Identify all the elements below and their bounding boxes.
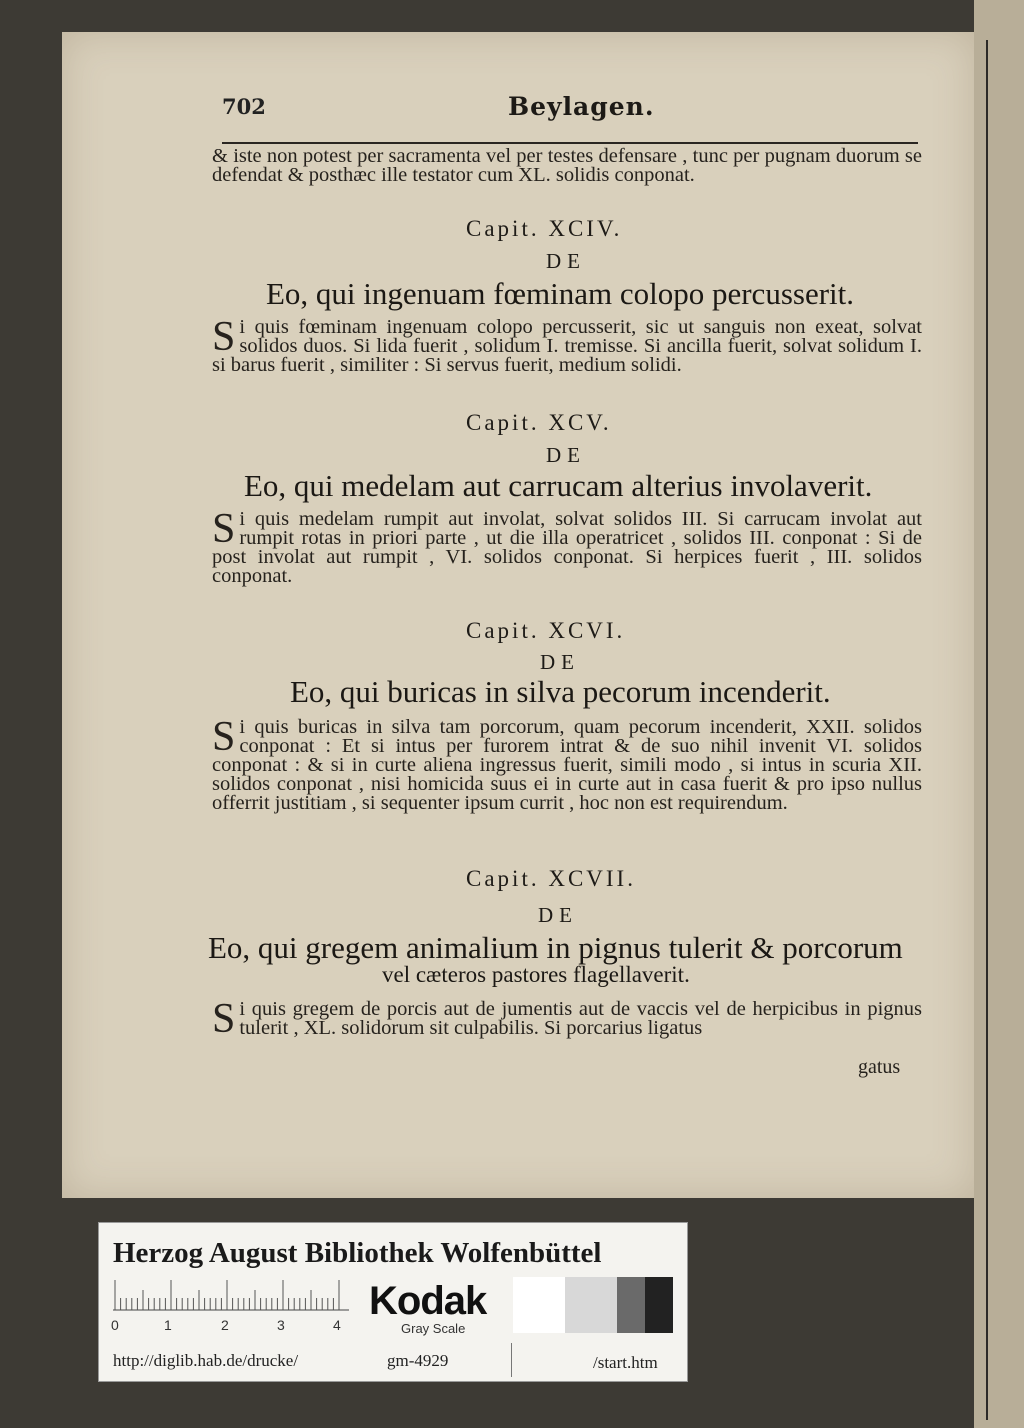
ruler-number: 2 xyxy=(221,1317,229,1333)
ruler-scale xyxy=(113,1279,349,1311)
chapter-paragraph xyxy=(212,714,922,814)
url-suffix: /start.htm xyxy=(593,1353,658,1372)
drop-cap: S xyxy=(212,314,236,360)
ruler-number: 3 xyxy=(277,1317,285,1333)
chapter-title: Eo, qui ingenuam fœminam colopo percusserit. xyxy=(266,276,855,311)
intro-paragraph: & iste non potest per sacramenta vel per testes defensare , tunc per pugnam duorum se defendat & posthæc ille testator cum XL. solidis conponat. xyxy=(212,145,922,186)
drop-cap: S xyxy=(212,506,236,552)
chapter-heading: Capit. XCVI. xyxy=(466,618,626,643)
ruler-number: 1 xyxy=(164,1317,172,1333)
library-color-card xyxy=(98,1222,688,1382)
chapter-heading: Capit. XCVII. xyxy=(466,866,636,891)
paragraph-text: i quis medelam rumpit aut involat, solvat solidos III. Si carrucam involat aut rumpit rotas in priori parte , ut die illa operatricet , solidos III. conponat : Si de post involat aut rumpit , VI. solidos conponat. Si herpices fuerit , III. solidos conponat. xyxy=(212,508,922,587)
url-prefix: http://diglib.hab.de/drucke/ xyxy=(113,1351,299,1370)
chapter-paragraph xyxy=(212,314,922,376)
gray-swatch-dark xyxy=(645,1277,673,1333)
chapter-de: DE xyxy=(546,249,586,273)
page-gutter-line xyxy=(986,40,988,1420)
drop-cap: S xyxy=(212,714,236,760)
page-number: 702 xyxy=(222,94,266,119)
drop-cap: S xyxy=(212,996,236,1042)
chapter-heading: Capit. XCIV. xyxy=(466,216,623,241)
gray-swatch-light xyxy=(565,1277,617,1333)
chapter-heading: Capit. XCV. xyxy=(466,410,612,435)
running-head: Beylagen. xyxy=(508,92,655,121)
gray-swatch-mid xyxy=(617,1277,645,1333)
gray-scale-label: Gray Scale xyxy=(401,1321,466,1336)
chapter-paragraph xyxy=(212,506,922,587)
chapter-de: DE xyxy=(546,443,586,467)
page-header xyxy=(222,92,918,144)
chapter-subtitle: vel cæteros pastores flagellaverit. xyxy=(382,962,690,987)
kodak-logo: Kodak xyxy=(369,1279,487,1323)
chapter-title: Eo, qui gregem animalium in pignus tulerit & porcorum xyxy=(208,930,903,965)
card-divider xyxy=(511,1343,512,1377)
chapter-title: Eo, qui medelam aut carrucam alterius involaverit. xyxy=(244,468,873,503)
ruler-number: 4 xyxy=(333,1317,341,1333)
adjacent-page-edge xyxy=(974,0,1024,1428)
library-name: Herzog August Bibliothek Wolfenbüttel xyxy=(113,1237,602,1269)
chapter-paragraph xyxy=(212,996,922,1042)
chapter-title: Eo, qui buricas in silva pecorum incenderit. xyxy=(290,674,831,709)
paragraph-text: i quis fœminam ingenuam colopo percusserit, sic ut sanguis non exeat, solvat solidos duos. Si lida fuerit , solidum I. tremisse. Si ancilla fuerit, solvat solidum I. si barus fuerit , similiter : Si servus fuerit, medium solidi. xyxy=(212,316,922,376)
catchword: gatus xyxy=(858,1056,901,1078)
chapter-de: DE xyxy=(540,650,580,674)
gray-swatch-white xyxy=(513,1277,565,1333)
chapter-de: DE xyxy=(538,903,578,927)
paragraph-text: i quis gregem de porcis aut de jumentis aut de vaccis vel de herpicibus in pignus tulerit , XL. solidorum sit culpabilis. Si porcarius ligatus xyxy=(239,998,922,1039)
paragraph-text: i quis buricas in silva tam porcorum, quam pecorum incenderit, XXII. solidos conponat : Et si intus per furorem intrat & de suo nihil invenit VI. solidos conponat : & si in curte aliena ingressus fuerit, simili modo , si intus in scuria XII. solidos conponat , nisi homicida suus ei in curte aut in casa fuerit & pro ipso nullus offerrit justitiam , si sequenter ipsum currit , hoc non est requirendum. xyxy=(212,716,922,814)
shelfmark: gm-4929 xyxy=(387,1351,449,1370)
ruler-number: 0 xyxy=(111,1317,119,1333)
